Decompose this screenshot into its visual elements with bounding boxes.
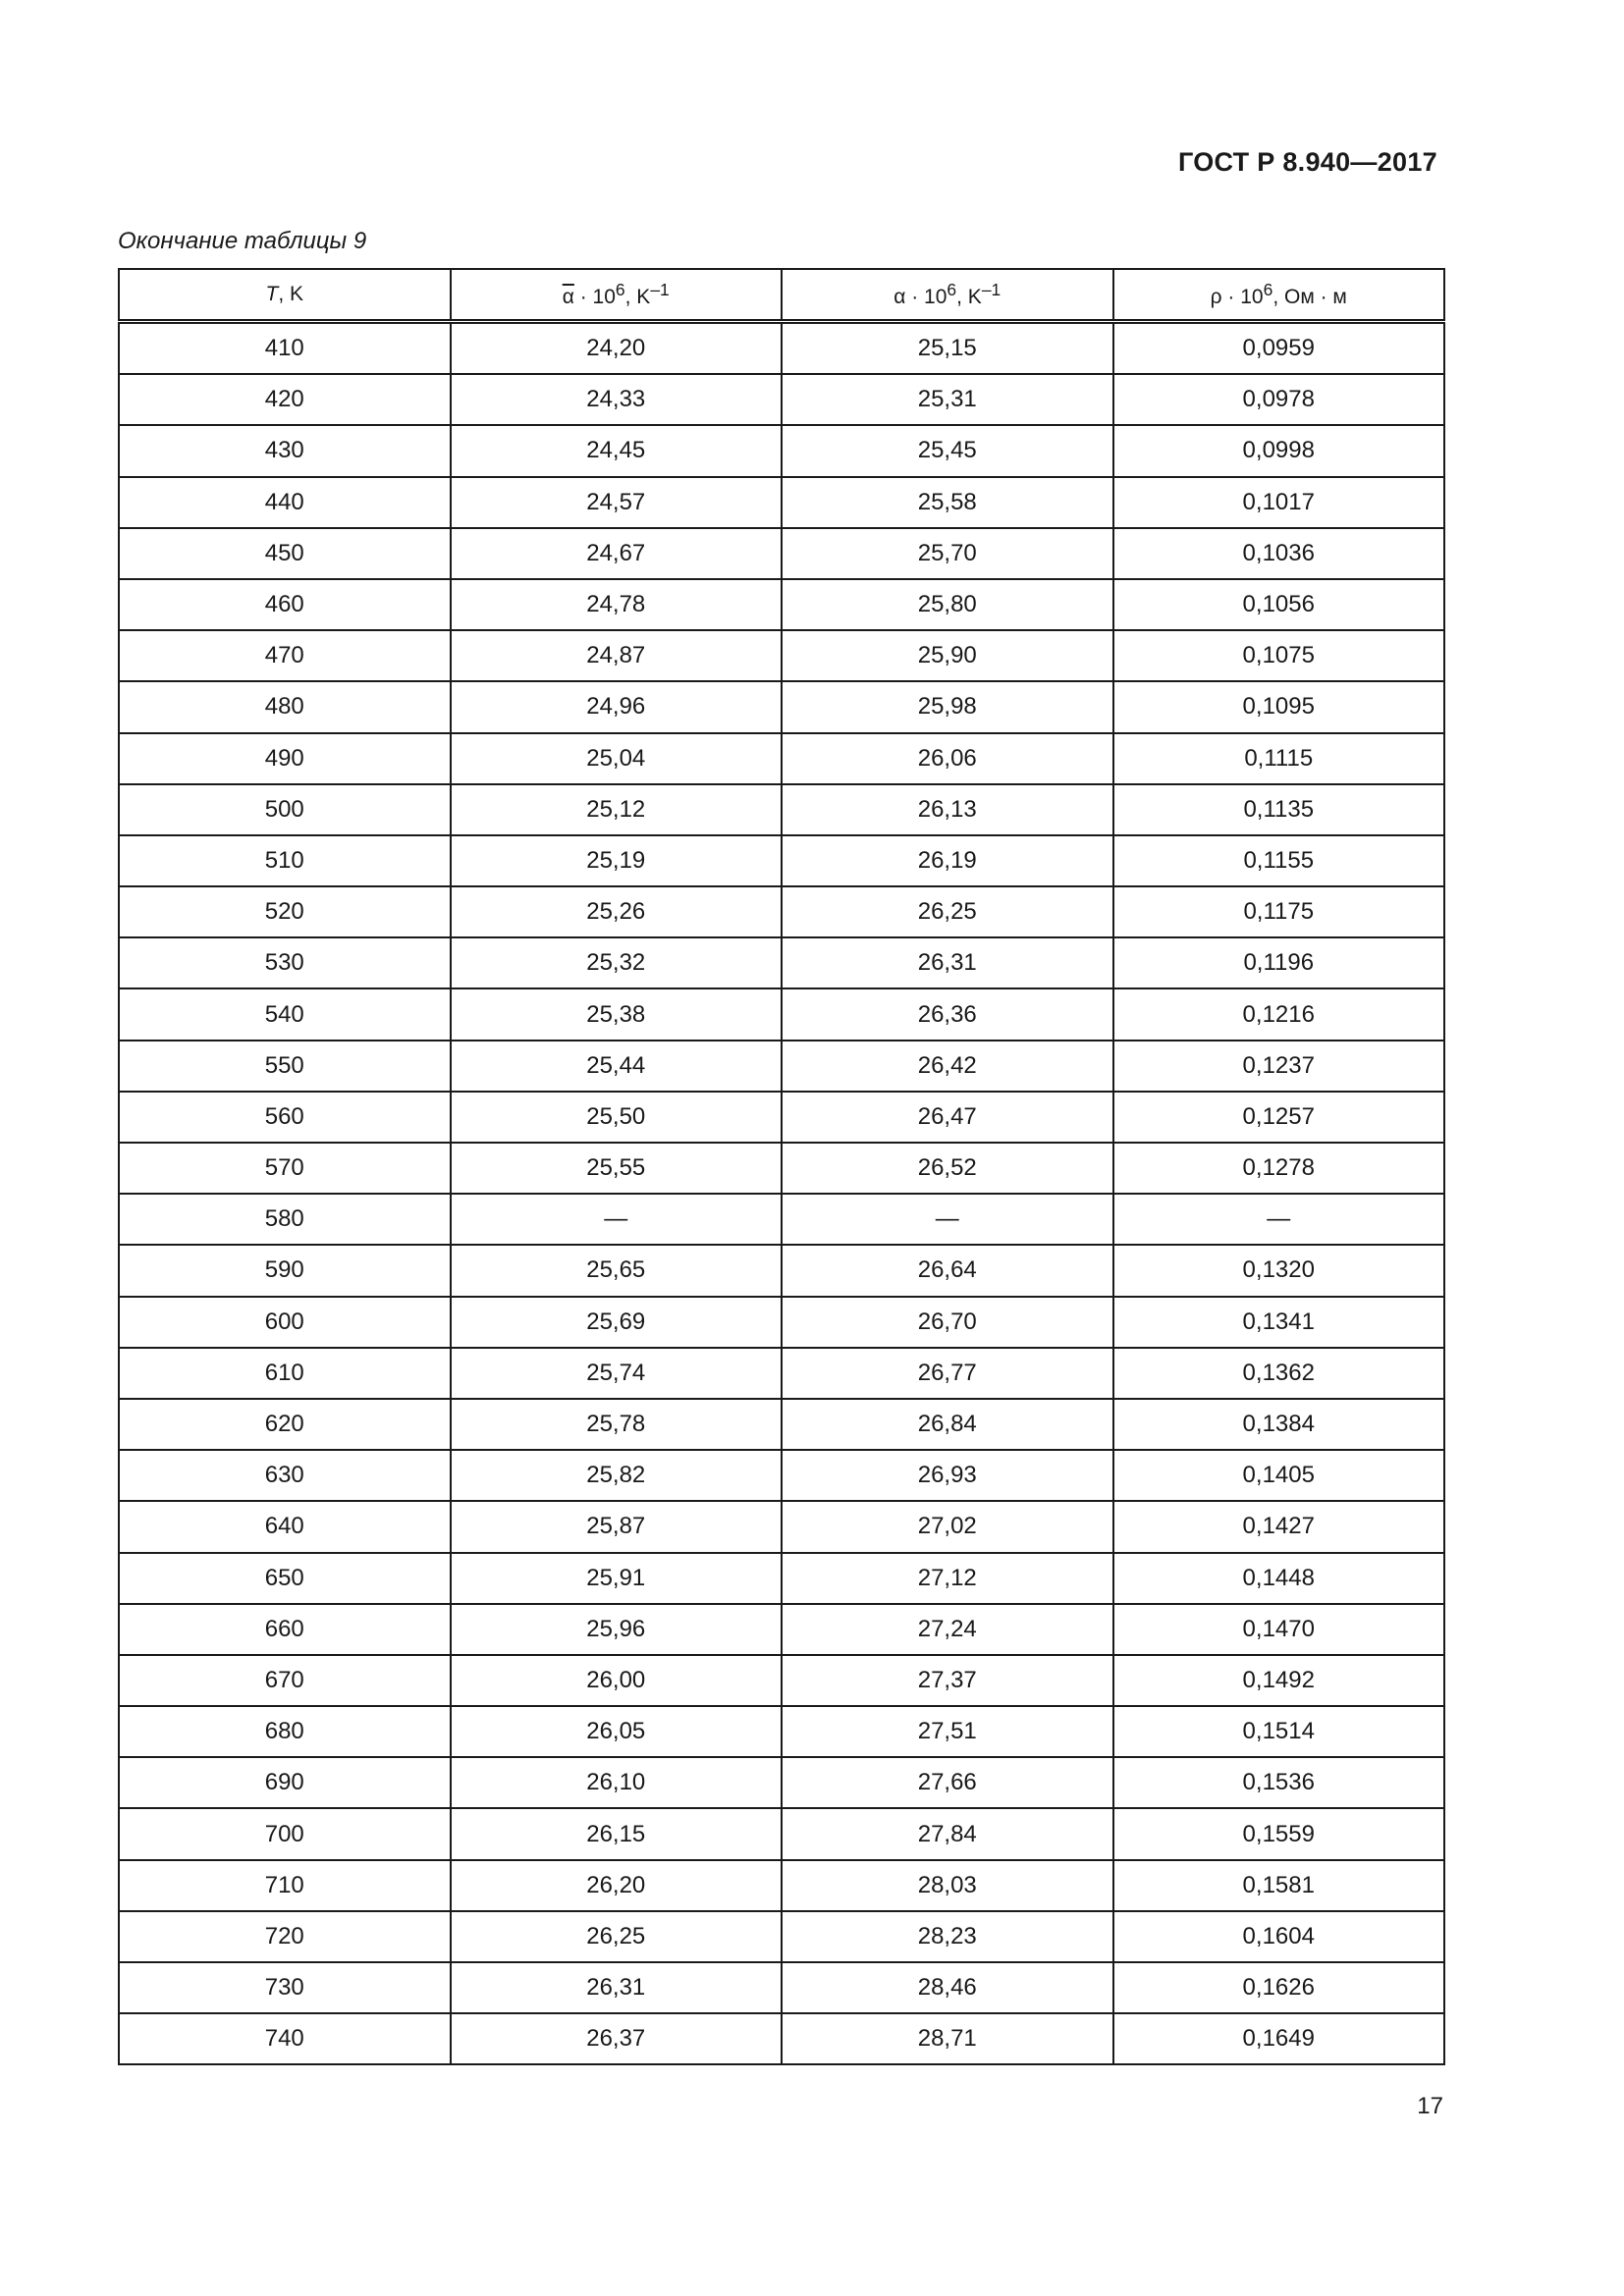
header-exponent: 6 (1263, 280, 1273, 299)
table-row (119, 1348, 1444, 1399)
cell-expansion: 28,23 (782, 1911, 1113, 1962)
table-row (119, 2013, 1444, 2064)
header-symbol: α (893, 286, 906, 308)
header-unit: , K (956, 286, 982, 308)
table-row (119, 988, 1444, 1040)
table-row (119, 1553, 1444, 1604)
cell-resistivity: 0,1196 (1113, 937, 1445, 988)
cell-temperature: 700 (119, 1808, 451, 1859)
table-row (119, 425, 1444, 476)
cell-mean-expansion: 24,57 (451, 477, 783, 528)
cell-resistivity: 0,1320 (1113, 1245, 1445, 1296)
cell-temperature: 480 (119, 681, 451, 732)
table-row (119, 322, 1444, 375)
cell-temperature: 410 (119, 322, 451, 375)
column-header-expansion-coefficient (782, 269, 1113, 322)
cell-temperature: 440 (119, 477, 451, 528)
cell-expansion: 27,66 (782, 1757, 1113, 1808)
cell-expansion: 26,13 (782, 784, 1113, 835)
cell-expansion: 28,03 (782, 1860, 1113, 1911)
cell-expansion: 25,80 (782, 579, 1113, 630)
cell-expansion: 26,19 (782, 835, 1113, 886)
cell-temperature: 490 (119, 733, 451, 784)
table-row (119, 681, 1444, 732)
cell-resistivity: 0,1175 (1113, 886, 1445, 937)
cell-expansion: 28,71 (782, 2013, 1113, 2064)
cell-mean-expansion: 25,38 (451, 988, 783, 1040)
header-exponent: 6 (615, 280, 625, 299)
cell-expansion: 27,02 (782, 1501, 1113, 1552)
cell-expansion: 26,84 (782, 1399, 1113, 1450)
cell-temperature: 730 (119, 1962, 451, 2013)
cell-mean-expansion: 24,78 (451, 579, 783, 630)
cell-temperature: 590 (119, 1245, 451, 1296)
cell-temperature: 560 (119, 1092, 451, 1143)
cell-mean-expansion: 24,67 (451, 528, 783, 579)
cell-mean-expansion: 25,69 (451, 1297, 783, 1348)
cell-mean-expansion: 25,96 (451, 1604, 783, 1655)
cell-resistivity: 0,1514 (1113, 1706, 1445, 1757)
cell-mean-expansion: 24,96 (451, 681, 783, 732)
table-row (119, 1501, 1444, 1552)
cell-temperature: 610 (119, 1348, 451, 1399)
cell-resistivity: 0,1095 (1113, 681, 1445, 732)
table-row (119, 886, 1444, 937)
table-row (119, 1194, 1444, 1245)
table-row (119, 579, 1444, 630)
table-row (119, 528, 1444, 579)
cell-resistivity: 0,1237 (1113, 1041, 1445, 1092)
cell-resistivity: 0,1626 (1113, 1962, 1445, 2013)
cell-resistivity: 0,1470 (1113, 1604, 1445, 1655)
cell-expansion: 27,84 (782, 1808, 1113, 1859)
cell-resistivity: 0,1384 (1113, 1399, 1445, 1450)
cell-temperature: 430 (119, 425, 451, 476)
cell-mean-expansion: 26,25 (451, 1911, 783, 1962)
cell-mean-expansion: 25,32 (451, 937, 783, 988)
table-row (119, 1655, 1444, 1706)
cell-temperature: 660 (119, 1604, 451, 1655)
cell-resistivity: 0,1216 (1113, 988, 1445, 1040)
cell-expansion: 26,25 (782, 886, 1113, 937)
cell-expansion: 26,42 (782, 1041, 1113, 1092)
cell-mean-expansion: 26,15 (451, 1808, 783, 1859)
header-symbol: ρ (1210, 286, 1222, 308)
cell-expansion: 26,36 (782, 988, 1113, 1040)
cell-temperature: 650 (119, 1553, 451, 1604)
cell-expansion: 26,93 (782, 1450, 1113, 1501)
cell-resistivity: 0,1559 (1113, 1808, 1445, 1859)
table-row (119, 937, 1444, 988)
table-row (119, 477, 1444, 528)
table-row (119, 1092, 1444, 1143)
cell-expansion: 27,37 (782, 1655, 1113, 1706)
cell-temperature: 530 (119, 937, 451, 988)
cell-expansion: 25,58 (782, 477, 1113, 528)
cell-resistivity: 0,1427 (1113, 1501, 1445, 1552)
cell-temperature: 690 (119, 1757, 451, 1808)
document-code: ГОСТ Р 8.940—2017 (1177, 147, 1437, 177)
table-row (119, 1399, 1444, 1450)
cell-expansion: 26,52 (782, 1143, 1113, 1194)
cell-mean-expansion: 25,26 (451, 886, 783, 937)
table-row (119, 1706, 1444, 1757)
cell-resistivity: 0,1492 (1113, 1655, 1445, 1706)
cell-temperature: 620 (119, 1399, 451, 1450)
cell-expansion: 26,64 (782, 1245, 1113, 1296)
table-row (119, 1808, 1444, 1859)
cell-mean-expansion: 25,12 (451, 784, 783, 835)
cell-mean-expansion: 25,82 (451, 1450, 783, 1501)
cell-resistivity: — (1113, 1194, 1445, 1245)
table-row (119, 1911, 1444, 1962)
cell-temperature: 640 (119, 1501, 451, 1552)
header-symbol: T (265, 283, 279, 305)
cell-temperature: 520 (119, 886, 451, 937)
cell-expansion: 26,77 (782, 1348, 1113, 1399)
table-row (119, 1297, 1444, 1348)
cell-resistivity: 0,1362 (1113, 1348, 1445, 1399)
cell-mean-expansion: 26,10 (451, 1757, 783, 1808)
header-unit: , K (624, 286, 651, 308)
table-row (119, 1143, 1444, 1194)
cell-expansion: 25,31 (782, 374, 1113, 425)
cell-expansion: 26,06 (782, 733, 1113, 784)
cell-temperature: 670 (119, 1655, 451, 1706)
cell-expansion: 25,45 (782, 425, 1113, 476)
cell-mean-expansion: 26,20 (451, 1860, 783, 1911)
table-row (119, 1757, 1444, 1808)
cell-mean-expansion: 26,31 (451, 1962, 783, 2013)
header-symbol: $\overline{\alpha}$ (562, 286, 574, 308)
cell-temperature: 740 (119, 2013, 451, 2064)
cell-mean-expansion: 25,74 (451, 1348, 783, 1399)
cell-temperature: 580 (119, 1194, 451, 1245)
cell-resistivity: 0,1649 (1113, 2013, 1445, 2064)
table-row (119, 1860, 1444, 1911)
cell-mean-expansion: 26,00 (451, 1655, 783, 1706)
cell-mean-expansion: 24,33 (451, 374, 783, 425)
cell-temperature: 500 (119, 784, 451, 835)
cell-mean-expansion: 25,65 (451, 1245, 783, 1296)
cell-temperature: 680 (119, 1706, 451, 1757)
cell-expansion: — (782, 1194, 1113, 1245)
cell-mean-expansion: 25,55 (451, 1143, 783, 1194)
table-row (119, 630, 1444, 681)
header-factor: · 10 (573, 286, 616, 308)
cell-resistivity: 0,1604 (1113, 1911, 1445, 1962)
cell-resistivity: 0,1115 (1113, 733, 1445, 784)
cell-resistivity: 0,1135 (1113, 784, 1445, 835)
header-unit-exponent: –1 (650, 280, 670, 299)
cell-resistivity: 0,1036 (1113, 528, 1445, 579)
header-unit: , Ом · м (1272, 286, 1347, 308)
cell-mean-expansion: 25,87 (451, 1501, 783, 1552)
cell-mean-expansion: 25,19 (451, 835, 783, 886)
cell-temperature: 510 (119, 835, 451, 886)
cell-resistivity: 0,1056 (1113, 579, 1445, 630)
cell-temperature: 600 (119, 1297, 451, 1348)
cell-expansion: 27,24 (782, 1604, 1113, 1655)
cell-resistivity: 0,1448 (1113, 1553, 1445, 1604)
column-header-temperature (119, 269, 451, 322)
header-factor: · 10 (905, 286, 947, 308)
cell-temperature: 540 (119, 988, 451, 1040)
header-exponent: 6 (947, 280, 957, 299)
cell-temperature: 710 (119, 1860, 451, 1911)
cell-mean-expansion: 25,91 (451, 1553, 783, 1604)
cell-expansion: 27,51 (782, 1706, 1113, 1757)
cell-resistivity: 0,1075 (1113, 630, 1445, 681)
cell-resistivity: 0,1278 (1113, 1143, 1445, 1194)
cell-expansion: 25,90 (782, 630, 1113, 681)
table-row (119, 835, 1444, 886)
cell-mean-expansion: 25,78 (451, 1399, 783, 1450)
cell-resistivity: 0,1257 (1113, 1092, 1445, 1143)
header-row (119, 269, 1444, 322)
table-row (119, 374, 1444, 425)
cell-mean-expansion: 24,20 (451, 322, 783, 375)
cell-temperature: 630 (119, 1450, 451, 1501)
cell-expansion: 28,46 (782, 1962, 1113, 2013)
table-row (119, 1245, 1444, 1296)
cell-temperature: 470 (119, 630, 451, 681)
table-row (119, 733, 1444, 784)
cell-mean-expansion: 24,87 (451, 630, 783, 681)
cell-expansion: 26,31 (782, 937, 1113, 988)
table-caption: Окончание таблицы 9 (118, 228, 367, 254)
table-body (119, 322, 1444, 2065)
cell-resistivity: 0,0978 (1113, 374, 1445, 425)
page-number: 17 (1417, 2093, 1443, 2119)
data-table (118, 268, 1445, 2065)
cell-temperature: 550 (119, 1041, 451, 1092)
cell-mean-expansion: 25,50 (451, 1092, 783, 1143)
table-row (119, 1962, 1444, 2013)
cell-temperature: 450 (119, 528, 451, 579)
table-header (119, 269, 1444, 322)
header-unit: , K (278, 283, 303, 305)
cell-mean-expansion: 26,37 (451, 2013, 783, 2064)
cell-resistivity: 0,1017 (1113, 477, 1445, 528)
header-factor: · 10 (1221, 286, 1264, 308)
column-header-resistivity (1113, 269, 1445, 322)
cell-mean-expansion: — (451, 1194, 783, 1245)
table-row (119, 1604, 1444, 1655)
cell-temperature: 460 (119, 579, 451, 630)
cell-resistivity: 0,1341 (1113, 1297, 1445, 1348)
cell-mean-expansion: 25,04 (451, 733, 783, 784)
table-row (119, 1041, 1444, 1092)
cell-expansion: 27,12 (782, 1553, 1113, 1604)
cell-temperature: 570 (119, 1143, 451, 1194)
cell-mean-expansion: 25,44 (451, 1041, 783, 1092)
table-row (119, 784, 1444, 835)
cell-temperature: 720 (119, 1911, 451, 1962)
header-unit-exponent: –1 (981, 280, 1001, 299)
cell-resistivity: 0,0998 (1113, 425, 1445, 476)
cell-temperature: 420 (119, 374, 451, 425)
cell-mean-expansion: 26,05 (451, 1706, 783, 1757)
cell-expansion: 25,70 (782, 528, 1113, 579)
cell-expansion: 25,15 (782, 322, 1113, 375)
table-row (119, 1450, 1444, 1501)
cell-resistivity: 0,0959 (1113, 322, 1445, 375)
cell-expansion: 25,98 (782, 681, 1113, 732)
column-header-mean-expansion-coefficient (451, 269, 783, 322)
cell-expansion: 26,47 (782, 1092, 1113, 1143)
cell-expansion: 26,70 (782, 1297, 1113, 1348)
cell-resistivity: 0,1155 (1113, 835, 1445, 886)
cell-resistivity: 0,1405 (1113, 1450, 1445, 1501)
cell-resistivity: 0,1536 (1113, 1757, 1445, 1808)
cell-mean-expansion: 24,45 (451, 425, 783, 476)
cell-resistivity: 0,1581 (1113, 1860, 1445, 1911)
